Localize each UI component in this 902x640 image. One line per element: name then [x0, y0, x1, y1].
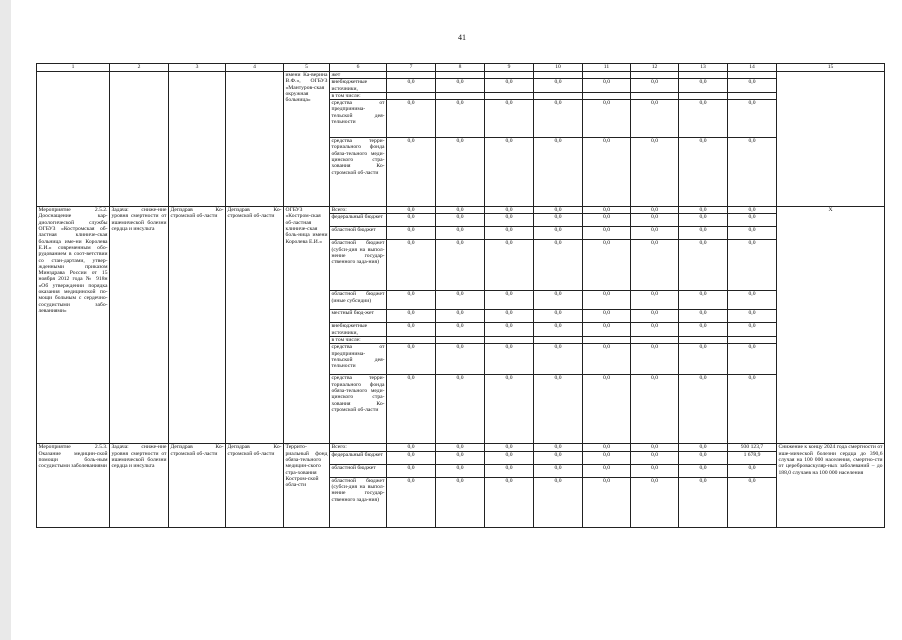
value-cell: [728, 337, 777, 344]
value-cell: 0,0: [387, 79, 436, 93]
value-cell: 1 678,9: [728, 451, 777, 464]
value-cell: 0,0: [387, 207, 436, 214]
value-cell: [387, 92, 436, 99]
value-cell: 0,0: [631, 323, 679, 337]
value-cell: 0,0: [485, 310, 534, 323]
value-cell: 0,0: [485, 214, 534, 227]
value-cell: 0,0: [583, 240, 631, 291]
source-label-cell: Всего:: [330, 207, 387, 214]
value-cell: 0,0: [436, 100, 485, 138]
value-cell: 0,0: [485, 79, 534, 93]
header-cell: 6: [330, 64, 387, 72]
header-cell: 9: [485, 64, 534, 72]
value-cell: 0,0: [631, 464, 679, 477]
source-label-cell: жет: [330, 72, 387, 79]
value-cell: 0,0: [728, 214, 777, 227]
value-cell: 0,0: [679, 344, 728, 375]
value-cell: 0,0: [436, 138, 485, 207]
source-label-cell: областной бюджет (субси-дия на выпол-нение государ-ственного зада-ния): [330, 477, 387, 527]
value-cell: 0,0: [485, 477, 534, 527]
header-cell: 13: [679, 64, 728, 72]
value-cell: 0,0: [387, 310, 436, 323]
empty-cell: [777, 72, 885, 207]
budget-table: [36, 63, 885, 528]
value-cell: 0,0: [679, 291, 728, 310]
header-cell: 4: [226, 64, 284, 72]
value-cell: 0,0: [728, 138, 777, 207]
value-cell: 0,0: [583, 451, 631, 464]
value-cell: 0,0: [583, 444, 631, 451]
value-cell: 0,0: [485, 207, 534, 214]
source-label-cell: местный бюд-жет: [330, 310, 387, 323]
value-cell: 0,0: [631, 79, 679, 93]
value-cell: 0,0: [679, 240, 728, 291]
value-cell: 0,0: [534, 344, 583, 375]
table-row: [37, 72, 885, 79]
value-cell: 0,0: [631, 100, 679, 138]
value-cell: 0,0: [583, 79, 631, 93]
value-cell: 0,0: [387, 100, 436, 138]
value-cell: 0,0: [631, 477, 679, 527]
source-label-cell: средства терри-ториального фонда обяза-тельного меди-цинского стра-хования Ко-стромской об-ласти: [330, 375, 387, 444]
value-cell: 0,0: [387, 477, 436, 527]
responsible-cell: Депздрав Ко-стромской об-ласти: [226, 444, 284, 527]
value-cell: 0,0: [436, 214, 485, 227]
value-cell: 0,0: [485, 375, 534, 444]
header-cell: 11: [583, 64, 631, 72]
table-row: [37, 444, 885, 451]
value-cell: 0,0: [534, 214, 583, 227]
value-cell: 0,0: [436, 240, 485, 291]
value-cell: 0,0: [387, 214, 436, 227]
task-cell: Задача: сниже-ние уровня смертности от ишемической болезни сердца и инсульта: [110, 207, 169, 444]
value-cell: [631, 337, 679, 344]
value-cell: 0,0: [631, 375, 679, 444]
value-cell: 0,0: [485, 464, 534, 477]
value-cell: 0,0: [534, 451, 583, 464]
header-cell: 1: [37, 64, 110, 72]
value-cell: 0,0: [583, 323, 631, 337]
value-cell: 0,0: [679, 451, 728, 464]
value-cell: 0,0: [728, 477, 777, 527]
value-cell: 0,0: [583, 214, 631, 227]
value-cell: 0,0: [728, 100, 777, 138]
value-cell: 0,0: [436, 227, 485, 240]
source-label-cell: в том числе:: [330, 337, 387, 344]
value-cell: 0,0: [534, 79, 583, 93]
coordinator-cell: Депздрав Ко-стромской об-ласти: [169, 444, 226, 527]
value-cell: 0,0: [679, 214, 728, 227]
value-cell: 0,0: [728, 310, 777, 323]
value-cell: 0,0: [728, 79, 777, 93]
value-cell: 0,0: [583, 477, 631, 527]
value-cell: 0,0: [436, 79, 485, 93]
source-label-cell: средства терри-ториального фонда обяза-тельного меди-цинского стра-хования Ко-стромской об-ласти: [330, 138, 387, 207]
empty-cell: [37, 72, 110, 207]
source-label-cell: областной бюджет: [330, 464, 387, 477]
source-label-cell: областной бюджет (иные субсидии): [330, 291, 387, 310]
value-cell: 0,0: [583, 207, 631, 214]
value-cell: 0,0: [728, 323, 777, 337]
source-label-cell: Всего:: [330, 444, 387, 451]
value-cell: 0,0: [387, 138, 436, 207]
task-cell: Задача: сниже-ние уровня смертности от ишемической болезни сердца и инсульта: [110, 444, 169, 527]
measure-cell: Мероприятие 2.5.3. Оказание медицин-ской помощи боль-ным сосудистыми заболеваниями: [37, 444, 110, 527]
value-cell: 0,0: [436, 477, 485, 527]
value-cell: 0,0: [631, 138, 679, 207]
value-cell: 0,0: [485, 138, 534, 207]
value-cell: 0,0: [534, 375, 583, 444]
value-cell: [387, 337, 436, 344]
value-cell: 0,0: [631, 240, 679, 291]
value-cell: 0,0: [485, 227, 534, 240]
value-cell: [728, 72, 777, 79]
value-cell: 0,0: [436, 444, 485, 451]
value-cell: 0,0: [436, 464, 485, 477]
value-cell: 0,0: [631, 291, 679, 310]
value-cell: 0,0: [485, 323, 534, 337]
value-cell: 0,0: [436, 310, 485, 323]
result-cell: Снижение к концу 2024 года смертности от ише-мической болезни сердца до 390,6 случая на 100 000 населения, смертно-сти от цереброваскуляр-ных заболеваний – до 188,0 случаев на 100 000 населения: [777, 444, 885, 527]
coordinator-cell: Депздрав Ко-стромской об-ласти: [169, 207, 226, 444]
source-label-cell: внебюджетные источники,: [330, 79, 387, 93]
value-cell: [728, 92, 777, 99]
result-cell: Х: [777, 207, 885, 444]
source-label-cell: федеральный бюджет: [330, 451, 387, 464]
value-cell: 0,0: [679, 138, 728, 207]
value-cell: 0,0: [534, 310, 583, 323]
value-cell: 0,0: [679, 100, 728, 138]
measure-cell: Мероприятие 2.5.2. Дооснащение кар-диологической службы ОГБУЗ «Костромская об-ластная клиниче-ская больница име-ни Королева Е.И.» современным обо-рудованием в соот-ветствии со стан-дартами, утвер-жденными приказом Минздрава России от 15 ноября 2012 года № 918н «Об утверждении порядка оказания медицинской по-мощи больным с сердечно-сосудистыми забо-леваниями»: [37, 207, 110, 444]
value-cell: 0,0: [387, 240, 436, 291]
value-cell: 0,0: [485, 100, 534, 138]
source-label-cell: федеральный бюджет: [330, 214, 387, 227]
value-cell: 0,0: [534, 444, 583, 451]
value-cell: [485, 337, 534, 344]
value-cell: 0,0: [583, 344, 631, 375]
value-cell: 0,0: [485, 444, 534, 451]
value-cell: [534, 92, 583, 99]
value-cell: [679, 337, 728, 344]
value-cell: 0,0: [728, 344, 777, 375]
value-cell: 0,0: [631, 214, 679, 227]
header-cell: 8: [436, 64, 485, 72]
value-cell: 0,0: [728, 291, 777, 310]
value-cell: 0,0: [583, 291, 631, 310]
value-cell: 0,0: [679, 323, 728, 337]
empty-cell: [226, 72, 284, 207]
header-cell: 12: [631, 64, 679, 72]
value-cell: 0,0: [728, 240, 777, 291]
header-cell: 7: [387, 64, 436, 72]
value-cell: 0,0: [436, 375, 485, 444]
value-cell: 0,0: [631, 207, 679, 214]
executor-cell: ОГБУЗ «Костром-ская об-ластная клиниче-ская боль-ница имени Королева Е.И.»: [284, 207, 330, 444]
header-cell: 15: [777, 64, 885, 72]
value-cell: [583, 92, 631, 99]
value-cell: [534, 337, 583, 344]
value-cell: 0,0: [387, 464, 436, 477]
value-cell: 0,0: [631, 310, 679, 323]
value-cell: 0,0: [534, 227, 583, 240]
value-cell: 0,0: [679, 444, 728, 451]
responsible-cell: Депздрав Ко-стромской об-ласти: [226, 207, 284, 444]
value-cell: 0,0: [534, 477, 583, 527]
header-row: [37, 64, 885, 72]
value-cell: [583, 337, 631, 344]
value-cell: 0,0: [436, 451, 485, 464]
value-cell: [583, 72, 631, 79]
value-cell: 0,0: [583, 227, 631, 240]
value-cell: 0,0: [436, 323, 485, 337]
value-cell: 0,0: [534, 240, 583, 291]
value-cell: 0,0: [534, 291, 583, 310]
value-cell: 0,0: [679, 310, 728, 323]
value-cell: 0,0: [679, 464, 728, 477]
value-cell: 0,0: [631, 227, 679, 240]
value-cell: 0,0: [387, 291, 436, 310]
value-cell: 0,0: [387, 375, 436, 444]
value-cell: 0,0: [583, 464, 631, 477]
value-cell: [387, 72, 436, 79]
source-label-cell: областной бюджет: [330, 227, 387, 240]
header-cell: 2: [110, 64, 169, 72]
empty-cell: [169, 72, 226, 207]
value-cell: 0,0: [387, 451, 436, 464]
value-cell: 0,0: [436, 291, 485, 310]
value-cell: 0,0: [387, 227, 436, 240]
value-cell: 0,0: [387, 444, 436, 451]
value-cell: 0,0: [679, 477, 728, 527]
value-cell: 0,0: [728, 207, 777, 214]
value-cell: 0,0: [583, 375, 631, 444]
value-cell: 0,0: [679, 375, 728, 444]
executor-cell: Террито-риальный фонд обяза-тельного медицин-ского стра-хования Костром-ской обла-сти: [284, 444, 330, 527]
value-cell: 0,0: [485, 291, 534, 310]
value-cell: 0,0: [436, 344, 485, 375]
value-cell: 930 123,7: [728, 444, 777, 451]
value-cell: 0,0: [728, 227, 777, 240]
header-cell: 10: [534, 64, 583, 72]
value-cell: [485, 72, 534, 79]
header-cell: 5: [284, 64, 330, 72]
value-cell: 0,0: [387, 323, 436, 337]
value-cell: 0,0: [485, 344, 534, 375]
value-cell: [436, 92, 485, 99]
value-cell: [679, 92, 728, 99]
value-cell: 0,0: [534, 323, 583, 337]
value-cell: [436, 337, 485, 344]
value-cell: 0,0: [436, 207, 485, 214]
value-cell: 0,0: [534, 464, 583, 477]
value-cell: 0,0: [631, 451, 679, 464]
source-label-cell: средства от предпринима-тельской дея-тельности: [330, 100, 387, 138]
source-label-cell: внебюджетные источники,: [330, 323, 387, 337]
document-page: [11, 0, 902, 640]
value-cell: 0,0: [728, 375, 777, 444]
source-label-cell: областной бюджет (субси-дия на выпол-нение государ-ственного зада-ния): [330, 240, 387, 291]
value-cell: 0,0: [679, 227, 728, 240]
value-cell: 0,0: [583, 100, 631, 138]
source-label-cell: средства от предпринима-тельской дея-тельности: [330, 344, 387, 375]
header-cell: 14: [728, 64, 777, 72]
value-cell: 0,0: [679, 207, 728, 214]
value-cell: 0,0: [387, 344, 436, 375]
header-cell: 3: [169, 64, 226, 72]
value-cell: 0,0: [631, 444, 679, 451]
table-row: [37, 207, 885, 214]
value-cell: 0,0: [534, 138, 583, 207]
value-cell: 0,0: [583, 310, 631, 323]
value-cell: 0,0: [534, 100, 583, 138]
value-cell: [436, 72, 485, 79]
value-cell: [631, 72, 679, 79]
value-cell: 0,0: [534, 207, 583, 214]
value-cell: 0,0: [679, 79, 728, 93]
page-number: 41: [458, 33, 466, 42]
value-cell: [485, 92, 534, 99]
value-cell: 0,0: [728, 464, 777, 477]
executor-cell: имени Ка-верина В.Ф.», ОГБУЗ «Мантуров-ская окружная больница»: [284, 72, 330, 207]
value-cell: 0,0: [485, 451, 534, 464]
source-label-cell: в том числе:: [330, 92, 387, 99]
value-cell: [679, 72, 728, 79]
value-cell: [631, 92, 679, 99]
value-cell: [534, 72, 583, 79]
value-cell: 0,0: [583, 138, 631, 207]
value-cell: 0,0: [485, 240, 534, 291]
value-cell: 0,0: [631, 344, 679, 375]
empty-cell: [110, 72, 169, 207]
